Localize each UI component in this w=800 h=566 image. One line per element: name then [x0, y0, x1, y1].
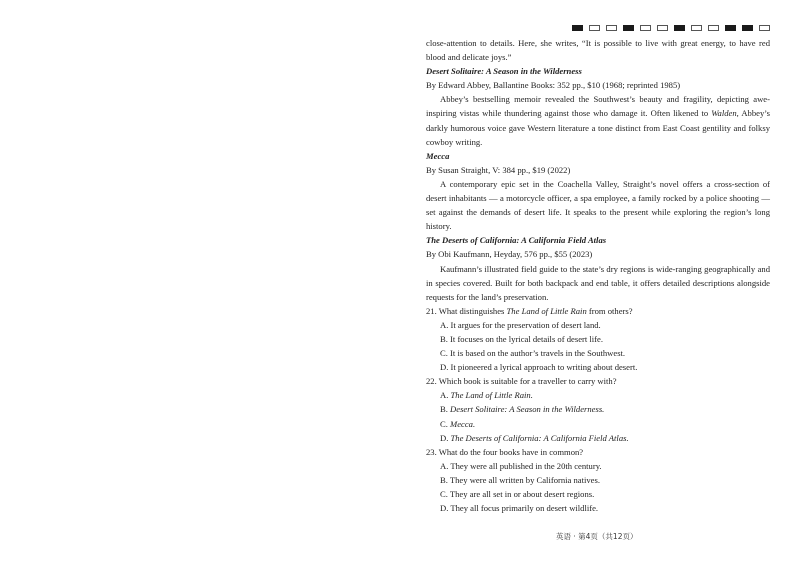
option-text: It is based on the author’s travels in the Southwest.	[450, 348, 626, 359]
book-byline: By Obi Kaufmann, Heyday, 576 pp., $55 (2023)	[426, 249, 593, 260]
option-text: They all focus primarily on desert wildlife.	[450, 503, 599, 514]
book-title: Desert Solitaire: A Season in the Wilderness	[426, 66, 582, 77]
book-byline: By Susan Straight, V: 384 pp., $19 (2022)	[426, 164, 571, 175]
option-letter: C.	[440, 418, 448, 429]
option-text: They were all written by California natives.	[449, 474, 600, 485]
answer-option[interactable]	[426, 431, 770, 445]
answer-option[interactable]	[426, 459, 770, 473]
answer-option[interactable]	[426, 318, 770, 332]
question-stem: 22. Which book is suitable for a traveller to carry with?	[426, 376, 617, 387]
header-mark	[759, 25, 770, 31]
question-stem: 23. What do the four books have in common?	[426, 446, 584, 457]
book-title: Mecca	[426, 150, 450, 161]
answer-option[interactable]	[426, 388, 770, 402]
header-mark	[725, 25, 736, 31]
option-letter: C.	[440, 489, 448, 499]
header-mark	[742, 25, 753, 31]
desc-emphasis: Walden	[711, 108, 737, 119]
option-text: They were all published in the 20th century.	[450, 460, 602, 471]
answer-option[interactable]	[426, 402, 770, 416]
answer-option[interactable]	[426, 417, 770, 431]
header-mark	[606, 25, 617, 31]
book-byline: By Edward Abbey, Ballantine Books: 352 pp., $10 (1968; reprinted 1985)	[426, 80, 681, 91]
page-footer: 英语 · 第4页（共12页）	[556, 532, 638, 541]
option-text: It pioneered a lyrical approach to writing about desert.	[450, 362, 638, 373]
option-letter: A.	[440, 319, 449, 330]
passage-column	[426, 36, 770, 515]
book-description	[426, 92, 770, 148]
question-stem	[426, 304, 770, 318]
header-mark	[640, 25, 651, 31]
answer-option[interactable]	[426, 473, 770, 487]
header-mark	[623, 25, 634, 31]
option-letter: C.	[440, 348, 448, 359]
answer-option[interactable]	[426, 346, 770, 360]
option-letter: B.	[440, 333, 448, 344]
option-text: Mecca.	[450, 418, 476, 429]
header-mark	[657, 25, 668, 31]
header-mark	[674, 25, 685, 31]
option-letter: D.	[440, 503, 449, 514]
option-letter: B.	[440, 404, 448, 415]
option-text: It focuses on the lyrical details of desert life.	[450, 333, 604, 344]
option-letter: D.	[440, 362, 449, 373]
header-mark	[691, 25, 702, 31]
option-text: They are all set in or about desert regions.	[449, 489, 595, 499]
desc-text: Abbey’s bestselling memoir revealed the Southwest’s beauty and fragility, depicting awe-inspiring vistas while thundering against those who damage it. Often likened to	[426, 94, 770, 119]
answer-option[interactable]	[426, 501, 770, 515]
book-description: A contemporary epic set in the Coachella Valley, Straight’s novel offers a cross-section of desert inhabitants — a motorcycle officer, a spa employee, a family rocked by a police shooting — set against the demands of desert life. It speaks to the present while exploring the region’s long history.	[426, 178, 770, 232]
desc-text: , Abbey’s darkly humorous voice gave Western literature a tone distinct from East Coast gentility and folksy cowboy writing.	[426, 108, 770, 147]
stem-emphasis: The Land of Little Rain	[506, 305, 587, 316]
answer-option[interactable]	[426, 360, 770, 374]
answer-option[interactable]	[426, 332, 770, 346]
option-letter: A.	[440, 460, 449, 471]
intro-tail-paragraph: close-attention to details. Here, she writes, “It is possible to live with great energy, to have red blood and delicate joys.”	[426, 38, 770, 63]
answer-option[interactable]	[426, 487, 770, 501]
option-text: The Deserts of California: A California Field Atlas.	[450, 432, 629, 443]
header-mark	[572, 25, 583, 31]
option-letter: D.	[440, 432, 449, 443]
book-title: The Deserts of California: A California Field Atlas	[426, 235, 607, 246]
option-text: The Land of Little Rain.	[450, 390, 533, 401]
header-mark	[589, 25, 600, 31]
option-text: It argues for the preservation of desert land.	[450, 319, 601, 330]
header-mark	[708, 25, 719, 31]
stem-text: from others?	[586, 305, 633, 316]
book-description: Kaufmann’s illustrated field guide to the state’s dry regions is wide-ranging geographically and in species covered. Built for both backpack and end table, it offers detailed descriptions alongside requests for the land’s preservation.	[426, 263, 770, 302]
stem-text: 21. What distinguishes	[426, 305, 507, 316]
option-text: Desert Solitaire: A Season in the Wilderness.	[450, 404, 605, 415]
header-marks	[572, 25, 770, 31]
option-letter: A.	[440, 390, 449, 401]
option-letter: B.	[440, 474, 448, 485]
